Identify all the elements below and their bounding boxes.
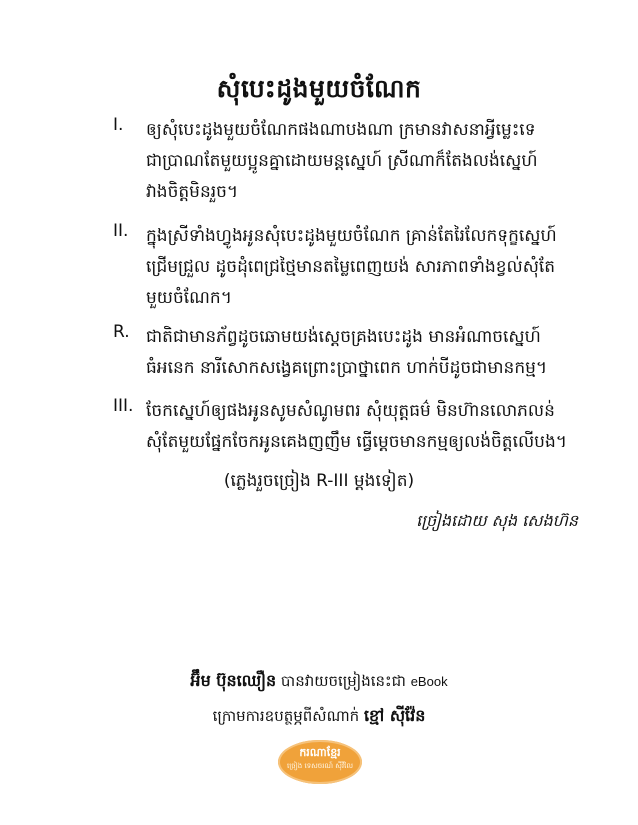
- verse-line: ជាតិជាមានភ័ព្វដូចឆោមយង់ស្តេចគ្រងបេះដូង មានអំណាចស្នេហ៍: [146, 327, 541, 347]
- verse-line: ជាប្រាណតែមួយប្អូនគ្នាដោយមន្តស្នេហ៍ ស្រីណាក៏តែងលង់ស្នេហ៍: [146, 151, 538, 171]
- verse-refrain: [113, 322, 588, 384]
- verse-line: ធំអនេក នារីសោកសង្វេគព្រោះប្រាថ្នាពេក ហាក់បីដូចជាមានកម្ម។: [146, 358, 548, 378]
- sponsor-credit: [0, 705, 638, 729]
- verse-number: III.: [113, 396, 134, 416]
- sponsor-text: ក្រោមការឧបត្ថម្ភពីសំណាក់: [212, 707, 364, 725]
- verse-number: I.: [113, 115, 124, 135]
- verse-number: R.: [113, 322, 130, 342]
- verse-line: ជ្រើមជ្រួល ដូចដុំពេជ្រថ្មៃមានតម្លៃពេញយង់ សារភាពទាំងខ្វល់សុំតែ: [146, 257, 556, 277]
- verse-line: វាងចិត្តមិនរួច។: [146, 182, 239, 202]
- verse-line: ចែកស្នេហ៍ឲ្យផងអូនសូមសំណូមពរ សុំយុត្តធម៌ មិនហ៊ានលោភលន់: [146, 401, 555, 421]
- verse-line: សុំតែមួយផ្នែកចែកអូនគេងញញឹម ធ្វើម្តេចមានកម្មឲ្យលង់ចិត្តលើបង។: [146, 432, 567, 452]
- typist-name: អ៊ឹម ប៊ុនឈឿន: [190, 671, 277, 690]
- typist-text: បានវាយចម្រៀងនេះជា: [276, 672, 411, 690]
- typist-credit: [0, 670, 638, 694]
- verse-3: [113, 396, 588, 458]
- sponsor-name: ខ្មៅ ស៊ីវ៉ែន: [363, 706, 426, 725]
- verse-line: ក្នុងស្រីទាំងហ្វូងអូនសុំបេះដូងមួយចំណែក គ្រាន់តែរៃលែកទុក្ខស្នេហ៍: [146, 226, 557, 246]
- music-note: (ភ្លេងរួចច្រៀង R-III ម្តងទៀត): [223, 471, 415, 491]
- verse-1: [113, 115, 588, 208]
- author-credit: ច្រៀងដោយ សុង សេងហ៊ន: [416, 511, 578, 530]
- ebook-label: eBook: [410, 674, 448, 689]
- verse-number: II.: [113, 221, 129, 241]
- logo-subtitle: ច្រៀង ទេសចរណ៍ ស៊ីវីលៃ: [286, 762, 354, 770]
- verse-2: [113, 221, 588, 314]
- verse-line: ឲ្យសុំបេះដូងមួយចំណែកផងណាបងណា ក្រមានវាសនាអ្វីម្លេះទេ: [146, 120, 536, 140]
- page-title: សុំបេះដូងមួយចំណែក: [216, 74, 422, 103]
- logo-title: ករណាខ្មែរ: [299, 746, 341, 759]
- publisher-logo: [278, 740, 362, 784]
- verse-line: មួយចំណែក។: [146, 288, 232, 308]
